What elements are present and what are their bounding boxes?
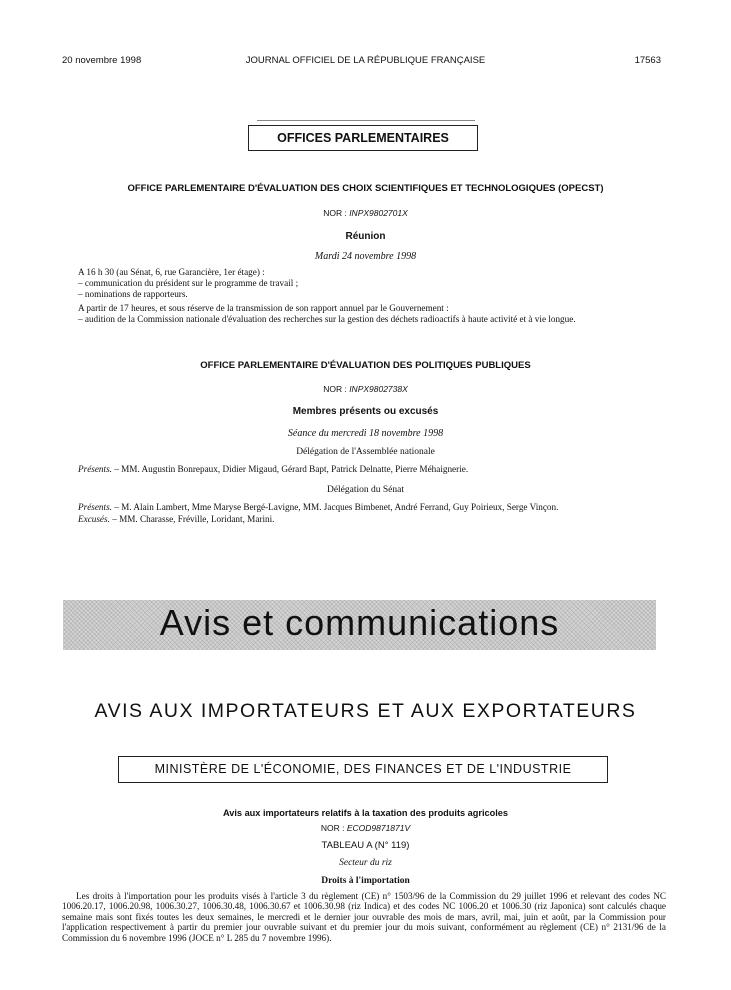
header-journal: JOURNAL OFFICIEL DE LA RÉPUBLIQUE FRANÇAISE xyxy=(245,55,486,66)
nor-code: INPX9802701X xyxy=(349,208,408,218)
nor-label: NOR : xyxy=(323,384,347,394)
delegation-senat: Délégation du Sénat xyxy=(326,485,405,495)
avis-banner xyxy=(63,600,656,650)
delegation-an: Délégation de l'Assemblée nationale xyxy=(296,447,435,457)
avis-nor xyxy=(0,823,731,833)
excused-list: – MM. Charasse, Fréville, Loridant, Marini. xyxy=(109,514,275,524)
import-duties-heading: Droits à l'importation xyxy=(321,876,410,886)
opepp-nor xyxy=(0,384,731,394)
sector-label: Secteur du riz xyxy=(339,858,392,868)
nor-code: INPX9802738X xyxy=(349,384,408,394)
an-present xyxy=(78,464,468,475)
ministry-title: MINISTÈRE DE L'ÉCONOMIE, DES FINANCES ET DE L'INDUSTRIE xyxy=(118,756,608,783)
opecst-line-3: – nominations de rapporteurs. xyxy=(78,289,188,299)
nor-label: NOR : xyxy=(320,823,345,833)
opepp-session: Séance du mercredi 18 novembre 1998 xyxy=(287,428,444,439)
present-list: – MM. Augustin Bonrepaux, Didier Migaud, Gérard Bapt, Patrick Delnatte, Pierre Méhaignerie. xyxy=(111,464,469,474)
opecst-meeting-title: Réunion xyxy=(345,231,386,242)
opepp-title: OFFICE PARLEMENTAIRE D'ÉVALUATION DES POLITIQUES PUBLIQUES xyxy=(200,360,531,371)
nor-code: ECOD9871871V xyxy=(346,823,411,833)
opecst-line-5: – audition de la Commission nationale d'évaluation des recherches sur la gestion des déchets radioactifs à haute activité et à vie longue. xyxy=(78,314,576,324)
excused-label: Excusés. xyxy=(78,514,110,524)
senat-present xyxy=(78,502,558,513)
header-page-number: 17563 xyxy=(634,55,661,66)
import-duties-body: Les droits à l'importation pour les produits visés à l'article 3 du règlement (CE) n° 1503/96 de la Commission du 29 juillet 1996 et relevant des codes NC 1006.20.17, 1006.20.98, 1006.30.27, 1006.30.48, 1006.30.67 et 1006.30.98 (riz Indica) et des codes NC 1006.20 et 1006.30 (riz Japonica) sont calculés chaque semaine mais sont fixés toutes les deux semaines, le mercredi et le dernier jour ouvrable des mois de mars, avril, mai, juin et août, par la Commission pour l'application respectivement à partir du premier jour ouvrable suivant et du premier jour du mois suivant, conformément au règlement (CE) n° 2131/96 de la Commission du 6 novembre 1996 (JOCE n° L 285 du 7 novembre 1996). xyxy=(62,891,666,943)
section-title: OFFICES PARLEMENTAIRES xyxy=(248,125,478,151)
avis-heading: AVIS AUX IMPORTATEURS ET AUX EXPORTATEURS xyxy=(94,700,637,722)
avis-title: Avis aux importateurs relatifs à la taxation des produits agricoles xyxy=(222,808,509,818)
opecst-nor xyxy=(0,208,731,218)
nor-label: NOR : xyxy=(323,208,347,218)
section-rule xyxy=(257,120,475,121)
table-label: TABLEAU A (N° 119) xyxy=(321,840,410,851)
senat-excused xyxy=(78,514,274,525)
banner-title: Avis et communications xyxy=(159,602,560,643)
opecst-line-1: A 16 h 30 (au Sénat, 6, rue Garancière, 1er étage) : xyxy=(78,267,265,277)
opecst-meeting-date: Mardi 24 novembre 1998 xyxy=(314,251,417,262)
opecst-line-2: – communication du président sur le programme de travail ; xyxy=(78,278,299,288)
present-label: Présents. xyxy=(78,502,112,512)
opecst-title: OFFICE PARLEMENTAIRE D'ÉVALUATION DES CHOIX SCIENTIFIQUES ET TECHNOLOGIQUES (OPECST) xyxy=(127,183,604,194)
opecst-line-4: A partir de 17 heures, et sous réserve de la transmission de son rapport annuel par le Gouvernement : xyxy=(78,303,449,313)
present-label: Présents. xyxy=(78,464,112,474)
present-list: – M. Alain Lambert, Mme Maryse Bergé-Lavigne, MM. Jacques Bimbenet, André Ferrand, Guy Poirieux, Serge Vinçon. xyxy=(111,502,559,512)
opepp-members-title: Membres présents ou excusés xyxy=(292,406,439,417)
header-date: 20 novembre 1998 xyxy=(62,55,142,66)
